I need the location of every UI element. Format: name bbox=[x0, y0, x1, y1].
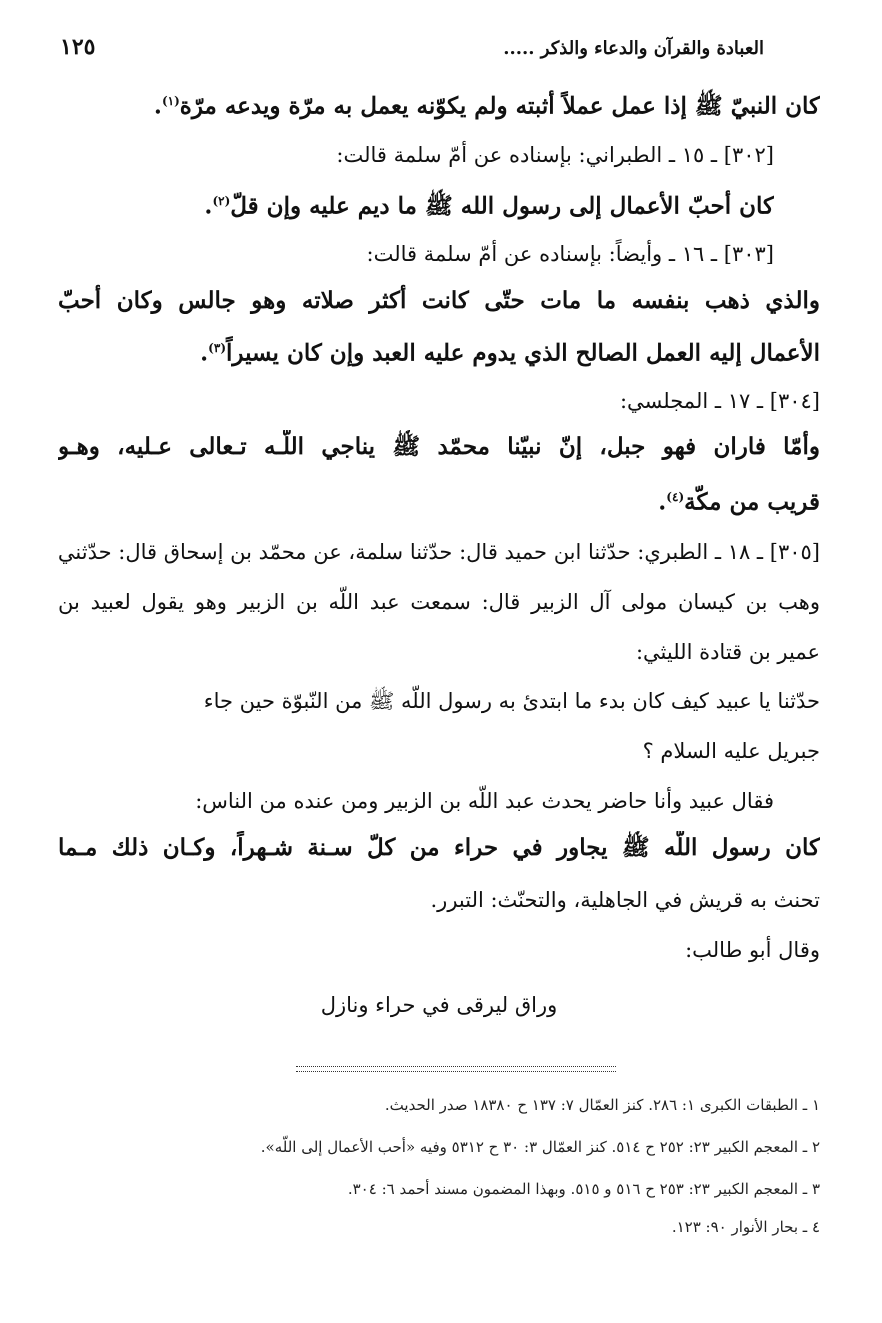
text-line: كان رسول اللّه ﷺ يجاور في حراء من كلّ سـنة شـهراً، وكـان ذلك مـما bbox=[58, 834, 820, 861]
footnote: ١ ـ الطبقات الكبرى ١: ٢٨٦. كنز العمّال ٧: ١٣٧ ح ١٨٣٨٠ صدر الحديث. bbox=[384, 1096, 820, 1114]
text-line: كان أحبّ الأعمال إلى رسول الله ﷺ ما ديم عليه وإن قلّ$^{(٢)}$. bbox=[204, 192, 774, 220]
footnote: ٤ ـ بحار الأنوار ٩٠: ١٢٣. bbox=[671, 1218, 820, 1236]
text-line: فقال عبيد وأنا حاضر يحدث عبد اللّه بن الزبير ومن عنده من الناس: bbox=[195, 789, 774, 813]
text-line: الأعمال إليه العمل الصالح الذي يدوم عليه العبد وإن كان يسيراً$^{(٣)}$. bbox=[200, 339, 820, 367]
hadith-heading: [٣٠٤] ـ ١٧ ـ المجلسي: bbox=[619, 389, 820, 413]
running-title: العبادة والقرآن والدعاء والذكر ..... bbox=[503, 38, 764, 59]
footnote: ٣ ـ المعجم الكبير ٢٣: ٢٥٣ ح ٥١٦ و ٥١٥. وبهذا المضمون مسند أحمد ٦: ٣٠٤. bbox=[347, 1180, 820, 1198]
poem-line: وراق ليرقى في حراء ونازل bbox=[320, 993, 558, 1017]
text-line: قريب من مكّة$^{(٤)}$. bbox=[658, 488, 820, 516]
text-line: والذي ذهب بنفسه ما مات حتّى كانت أكثر صلاته وهو جالس وكان أحبّ bbox=[58, 287, 820, 314]
text-line: حدّثنا يا عبيد كيف كان بدء ما ابتدئ به رسول اللّه ﷺ من النّبوّة حين جاء bbox=[203, 689, 820, 713]
text-line: تحنث به قريش في الجاهلية، والتحنّث: التبرر. bbox=[430, 888, 820, 912]
text-line: جبريل عليه السلام ؟ bbox=[642, 739, 820, 763]
page-number: ١٢٥ bbox=[60, 34, 96, 60]
footnote: ٢ ـ المعجم الكبير ٢٣: ٢٥٢ ح ٥١٤. كنز العمّال ٣: ٣٠ ح ٥٣١٢ وفيه «أحب الأعمال إلى اللّه». bbox=[260, 1138, 820, 1156]
footnote-separator bbox=[296, 1066, 616, 1072]
hadith-heading: [٣٠٥] ـ ١٨ ـ الطبري: حدّثنا ابن حميد قال: حدّثنا سلمة، عن محمّد بن إسحاق قال: حدّثني bbox=[58, 540, 820, 564]
text-line: كان النبيّ ﷺ إذا عمل عملاً أثبته ولم يكوّنه يعمل به مرّة ويدعه مرّة$^{(١)}$. bbox=[153, 92, 820, 120]
text-line: وأمّا فاران فهو جبل، إنّ نبيّنا محمّد ﷺ يناجي اللّـه تـعالى عـليه، وهـو bbox=[58, 433, 820, 460]
hadith-heading: [٣٠٢] ـ ١٥ ـ الطبراني: بإسناده عن أمّ سلمة قالت: bbox=[336, 143, 774, 167]
hadith-heading: [٣٠٣] ـ ١٦ ـ وأيضاً: بإسناده عن أمّ سلمة قالت: bbox=[366, 242, 774, 266]
text-line: وقال أبو طالب: bbox=[685, 938, 820, 962]
text-line: عمير بن قتادة الليثي: bbox=[635, 640, 820, 664]
text-line: وهب بن كيسان مولى آل الزبير قال: سمعت عبد اللّه بن الزبير وهو يقول لعبيد بن bbox=[58, 590, 820, 614]
